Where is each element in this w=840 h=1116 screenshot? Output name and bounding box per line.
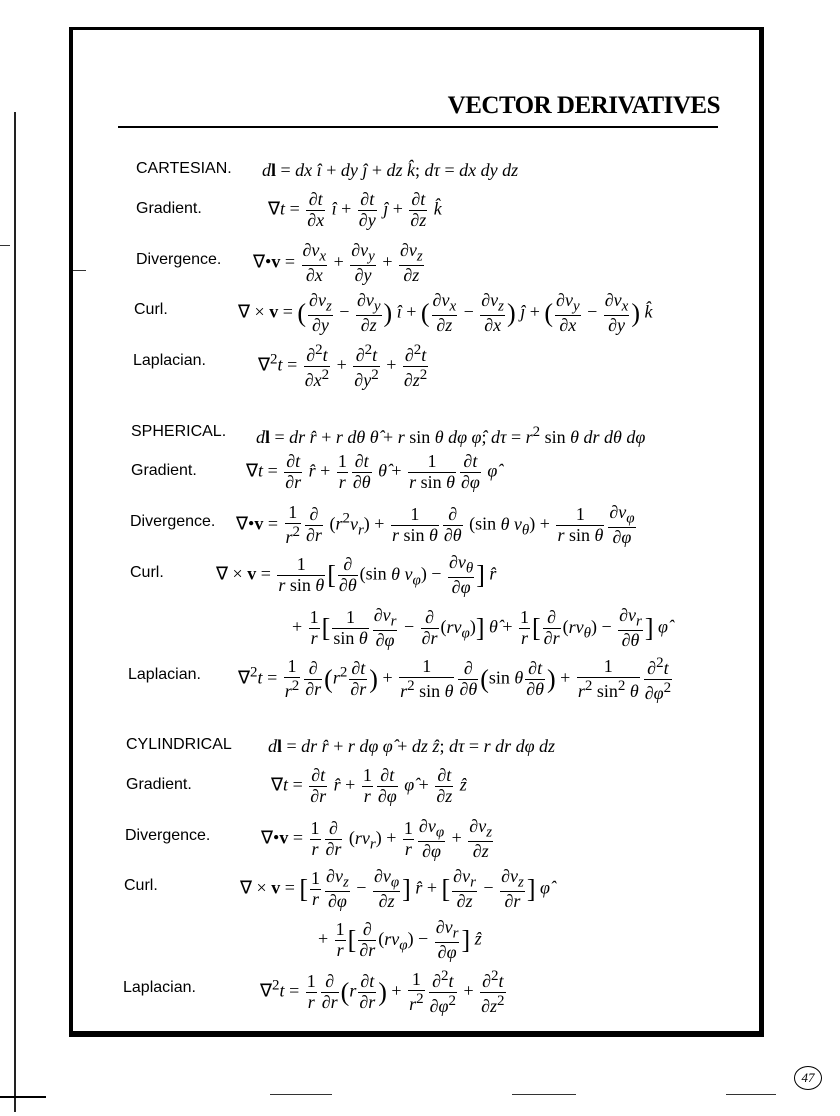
formula-spherical-curl-line1: ∇ × v = $\frac{1}{\text{r sin θ}}$ [ $\frac{\partial}{\partial\theta}$ (sin θ $v_\varphi$) − $\frac{\partial v_\theta}{\partial\varphi}$ ] r̂ (216, 552, 497, 598)
label-cylindrical-divergence: Divergence. (125, 827, 211, 844)
formula-spherical-curl-line2: + $\frac{1}{r}$ [ $\frac{1}{\text{sin θ}}$ $\frac{\partial v_r}{\partial\varphi}$ − $\frac{\partial}{\partial r}$ $(rv_\varphi)$] θ̂ + $\frac{1}{r}$ [ $\frac{\partial}{\partial r}$ $(rv_\theta)$ − $\frac{\partial v_r}{\partial\theta}$ ] φ̂ (292, 605, 669, 651)
section-cylindrical: CYLINDRICAL (126, 736, 232, 753)
scan-mark (726, 1094, 776, 1095)
formula-cartesian-elements: dl = dx î + dy ĵ + dz k̂; dτ = dx dy dz (262, 160, 519, 180)
formula-cartesian-curl: ∇ × v = ( $\frac{\partial v_z}{\partial y}$ − $\frac{\partial v_y}{\partial z}$ ) î + ( $\frac{\partial v_x}{\partial z}$ − $\frac{\partial v_z}{\partial x}$ ) ĵ + ( $\frac{\partial v_y}{\partial x}$ − $\frac{\partial v_x}{\partial y}$ ) k̂ (238, 290, 653, 336)
formula-spherical-laplacian: ∇$^2$t = $\frac{1}{r^2}$ $\frac{\partial}{\partial r}$ ($r^2$ $\frac{\partial t}{\partial r}$ ) + $\frac{1}{r^2 \sin \theta}$ $\frac{\partial}{\partial\theta}$ (sin θ $\frac{\partial t}{\partial\theta}$ ) + $\frac{1}{r^2 \sin^2 \theta}$ $\frac{\partial^2t}{\partial\varphi^2}$ (238, 655, 672, 703)
section-spherical: SPHERICAL. (131, 423, 227, 440)
page-number: 47 (794, 1066, 822, 1090)
formula-cylindrical-curl-line2: + $\frac{1}{r}$ [ $\frac{\partial}{\partial r}$ $(rv_\varphi)$ − $\frac{\partial v_r}{\partial\varphi}$ ] ẑ (318, 917, 482, 963)
label-spherical-laplacian: Laplacian. (128, 666, 201, 683)
formula-spherical-divergence: ∇•v = $\frac{1}{r^2}$ $\frac{\partial}{\partial r}$ $(r^2v_r)$ + $\frac{1}{\text{r sin θ}}$ $\frac{\partial}{\partial\theta}$ (sin θ $v_\theta$) + $\frac{1}{\text{r sin θ}}$ $\frac{\partial v_\varphi}{\partial\varphi}$ (236, 502, 635, 548)
scan-mark (270, 1094, 332, 1095)
section-cartesian: CARTESIAN. (136, 160, 232, 177)
formula-cylindrical-laplacian: ∇$^2$t = $\frac{1}{r}$ $\frac{\partial}{\partial r}$ (r $\frac{\partial t}{\partial r}$ ) + $\frac{1}{r^2}$ $\frac{\partial^2t}{\partial\varphi^2}$ + $\frac{\partial^2t}{\partial z^2}$ (260, 968, 505, 1016)
scan-mark (0, 1096, 46, 1098)
label-cartesian-gradient: Gradient. (136, 200, 202, 217)
scan-mark (512, 1094, 576, 1095)
label-cylindrical-curl: Curl. (124, 877, 158, 894)
page-title: VECTOR DERIVATIVES (447, 92, 720, 119)
formula-cylindrical-gradient: ∇t = $\frac{\partial t}{\partial r}$ r̂ + $\frac{1}{r}$ $\frac{\partial t}{\partial\varphi}$ φ̂ + $\frac{\partial t}{\partial z}$ ẑ (271, 765, 467, 806)
label-cartesian-laplacian: Laplacian. (133, 352, 206, 369)
formula-cartesian-divergence: ∇•v = $\frac{\partial v_x}{\partial x}$ + $\frac{\partial v_y}{\partial y}$ + $\frac{\partial v_z}{\partial z}$ (253, 240, 423, 286)
formula-cylindrical-elements: dl = dr r̂ + r dφ φ̂ + dz ẑ; dτ = r dr dφ dz (268, 736, 556, 756)
formula-cylindrical-curl-line1: ∇ × v = [ $\frac{1}{r}$ $\frac{\partial v_z}{\partial\varphi}$ − $\frac{\partial v_\varphi}{\partial z}$ ] r̂ + [ $\frac{\partial v_r}{\partial z}$ − $\frac{\partial v_z}{\partial r}$ ] φ̂ (240, 866, 550, 912)
formula-cartesian-gradient: ∇t = $\frac{\partial t}{\partial x}$ î + $\frac{\partial t}{\partial y}$ ĵ + $\frac{\partial t}{\partial z}$ k̂ (268, 189, 442, 230)
title-rule (118, 126, 718, 128)
formula-cylindrical-divergence: ∇•v = $\frac{1}{r}$ $\frac{\partial}{\partial r}$ $(rv_r)$ + $\frac{1}{r}$ $\frac{\partial v_\varphi}{\partial\varphi}$ + $\frac{\partial v_z}{\partial z}$ (261, 816, 493, 862)
formula-spherical-gradient: ∇t = $\frac{\partial t}{\partial r}$ r̂ + $\frac{1}{r}$ $\frac{\partial t}{\partial\theta}$ θ̂ + $\frac{1}{\text{r sin θ}}$ $\frac{\partial t}{\partial\varphi}$ φ̂ (246, 451, 498, 492)
label-cylindrical-gradient: Gradient. (126, 776, 192, 793)
label-cartesian-divergence: Divergence. (136, 251, 222, 268)
scan-edge-line (14, 112, 16, 1112)
label-spherical-curl: Curl. (130, 564, 164, 581)
formula-spherical-elements: dl = dr r̂ + r dθ θ̂ + r sin θ dφ φ̂; $d\tau = r^2$ sin θ dr dθ dφ (256, 424, 646, 447)
label-cylindrical-laplacian: Laplacian. (123, 979, 196, 996)
label-spherical-divergence: Divergence. (130, 513, 216, 530)
formula-cartesian-laplacian: ∇$^2$t = $\frac{\partial^2t}{\partial x^2}$ + $\frac{\partial^2t}{\partial y^2}$ + $\frac{\partial^2t}{\partial z^2}$ (258, 342, 428, 390)
label-cartesian-curl: Curl. (134, 301, 168, 318)
scan-mark (0, 245, 10, 246)
label-spherical-gradient: Gradient. (131, 462, 197, 479)
